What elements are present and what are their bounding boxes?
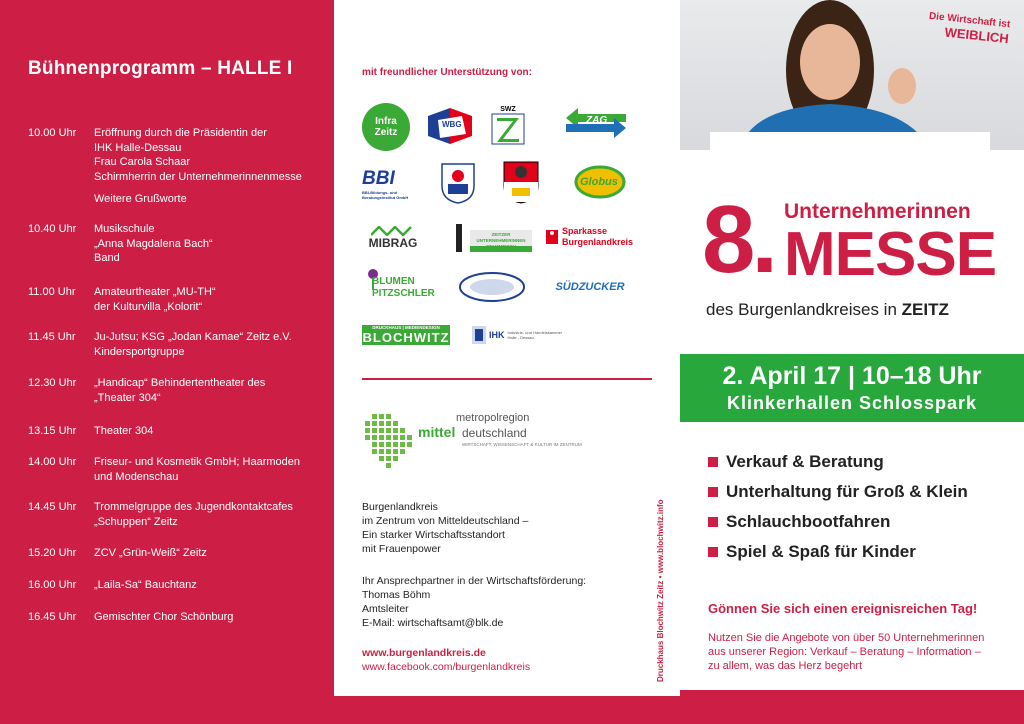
headline-messe: MESSE [784, 220, 997, 289]
program-time: 15.20 Uhr [28, 547, 77, 559]
hero-photo [680, 0, 1024, 150]
logo-swz-text: SWZ [500, 105, 516, 113]
facebook-link[interactable]: www.facebook.com/burgenlandkreis [362, 661, 531, 673]
logo-zag [564, 106, 628, 140]
about-line: Ein starker Wirtschaftsstandort [362, 529, 505, 541]
bullet-square-icon [708, 487, 718, 497]
logo-ihk [472, 324, 564, 346]
program-line: Gemischter Chor Schönburg [94, 611, 234, 623]
program-time: 16.45 Uhr [28, 611, 77, 623]
feature-item [708, 542, 916, 562]
logo-blochwitz-top: DRUCKHAUS | MEDIENDESIGN [362, 325, 450, 330]
contact-line: Thomas Böhm [362, 589, 431, 601]
program-line: Schirmherrin der Unternehmerinnenmesse [94, 170, 302, 183]
program-line: Theater 304 [94, 425, 154, 437]
section-divider [362, 378, 652, 380]
event-date: 2. April 17 | 10–18 Uhr [722, 362, 982, 390]
logo-blochwitz-text: BLOCHWITZ [362, 330, 450, 345]
program-description [94, 192, 314, 207]
program-line: Eröffnung durch die Präsidentin der [94, 127, 267, 139]
tagline-line1: Die Wirtschaft ist [928, 10, 1012, 31]
program-time: 11.00 Uhr [28, 286, 76, 298]
program-time: 11.45 Uhr [28, 331, 76, 343]
about-line: mit Frauenpower [362, 543, 441, 555]
program-row [28, 424, 314, 439]
program-line: Friseur- und Kosmetik GmbH; Haarmoden [94, 456, 301, 468]
logo-swz [488, 104, 528, 146]
logo-coat-of-arms-1 [440, 162, 476, 204]
logo-blumen-pitzschler [362, 268, 434, 304]
logo-infra-zeitz [362, 103, 410, 151]
program-row [28, 126, 314, 184]
event-place: Klinkerhallen Schlosspark [726, 393, 978, 413]
program-description [94, 455, 314, 484]
bullet-square-icon [708, 547, 718, 557]
program-line: „Theater 304“ [94, 391, 161, 404]
program-row [28, 192, 314, 207]
printer-credit: Druckhaus Blochwitz Zeitz • www.blochwitz.info [656, 499, 665, 682]
program-title: Bühnenprogramm – HALLE I [28, 58, 293, 79]
program-row [28, 285, 314, 314]
program-row [28, 222, 314, 266]
program-line: IHK Halle-Dessau [94, 141, 182, 154]
sponsor-panel [334, 0, 680, 724]
metro-top-text: metropolregion [456, 412, 530, 424]
headline-unternehmerinnen: Unternehmerinnen [784, 200, 971, 223]
logo-bbi-text: BBI [362, 168, 395, 189]
logo-ihk-subtext: Industrie- und Handelskammer Halle - Dessau [507, 330, 563, 340]
event-panel [680, 0, 1024, 724]
call-to-action: Gönnen Sie sich einen ereignisreichen Tag! [708, 601, 978, 616]
program-time: 10.40 Uhr [28, 223, 77, 235]
program-description [94, 424, 314, 439]
program-line: Weitere Grußworte [94, 193, 187, 205]
offer-line: aus unserer Region: Verkauf – Beratung – Information – [708, 646, 981, 658]
program-row [28, 500, 314, 529]
program-description [94, 578, 314, 593]
contact-text [362, 574, 586, 630]
swz-mark-icon [491, 113, 525, 145]
edition-number: 8. [702, 186, 775, 293]
program-row [28, 578, 314, 593]
headline-location [706, 300, 949, 320]
logo-zag-text: ZAG [586, 115, 608, 126]
program-time: 14.45 Uhr [28, 501, 77, 513]
logo-mibrag [362, 224, 424, 252]
logo-bbi [362, 163, 418, 205]
program-time: 13.15 Uhr [28, 425, 77, 437]
sponsor-title: mit freundlicher Unterstützung von: [362, 67, 532, 78]
date-banner [680, 354, 1024, 422]
contact-line: E-Mail: wirtschaftsamt@blk.de [362, 617, 504, 629]
bullet-square-icon [708, 517, 718, 527]
contact-line: Ihr Ansprechpartner in der Wirtschaftsförderung: [362, 575, 587, 587]
offer-text [708, 631, 1008, 673]
program-line: „Anna Magdalena Bach“ [94, 237, 213, 250]
logo-bbi-subtext: BBI-Bildungs- und Beratungsinstitut GmbH [362, 190, 409, 200]
about-text [362, 500, 528, 556]
logo-blumen-text: BLUMEN PITZSCHLER [372, 276, 435, 299]
program-time: 14.00 Uhr [28, 456, 77, 468]
program-line: Band [94, 252, 120, 264]
metro-name1-text: mittel [418, 424, 456, 440]
program-panel [0, 0, 334, 724]
logo-globus [574, 164, 626, 200]
coat-of-arms-icon [440, 162, 476, 204]
feature-label: Verkauf & Beratung [726, 452, 884, 471]
logo-sparkasse [546, 222, 640, 252]
program-description [94, 376, 314, 405]
bullet-square-icon [708, 457, 718, 467]
program-description [94, 126, 314, 184]
logo-globus-text: Globus [580, 176, 618, 188]
feature-item [708, 512, 890, 532]
logo-stammtisch-text: ZEITZER UNTERNEHMERINNEN STAMMTISCH [476, 232, 526, 249]
program-description [94, 330, 314, 359]
about-line: Burgenlandkreis [362, 501, 438, 513]
metro-sub-text: WIRTSCHAFT, WISSENSCHAFT & KULTUR IM ZENTRUM [462, 442, 582, 447]
contact-line: Amtsleiter [362, 603, 409, 615]
program-description [94, 285, 314, 314]
logo-infra-text: Infra Zeitz [374, 116, 398, 138]
logo-oval-emblem [458, 270, 526, 304]
logo-wbg [426, 106, 474, 146]
logo-coat-of-arms-2 [502, 160, 540, 204]
program-line: „Laila-Sa“ Bauchtanz [94, 579, 197, 591]
logo-suedzucker-text: SÜDZUCKER [555, 281, 625, 293]
program-time: 12.30 Uhr [28, 377, 77, 389]
mibrag-waves-icon [371, 226, 415, 236]
program-line: Musikschule [94, 223, 155, 235]
logo-mibrag-text: MIBRAG [368, 236, 418, 250]
logo-sparkasse-text: Sparkasse Burgenlandkreis [562, 226, 634, 247]
feature-label: Unterhaltung für Groß & Klein [726, 482, 968, 501]
bottom-strip [0, 690, 1024, 724]
program-time [28, 192, 94, 207]
program-row [28, 330, 314, 359]
program-row [28, 546, 314, 561]
metropolregion-map-icon [362, 410, 416, 476]
logo-ihk-text: IHK [489, 330, 505, 340]
website-link[interactable]: www.burgenlandkreis.de [362, 647, 486, 659]
program-line: „Schuppen“ Zeitz [94, 515, 178, 528]
program-row [28, 455, 314, 484]
program-description [94, 500, 314, 529]
program-line: Amateurtheater „MU-TH“ [94, 286, 216, 298]
program-row [28, 610, 314, 625]
logo-wbg-text: WBG [442, 120, 462, 129]
program-time: 10.00 Uhr [28, 127, 77, 139]
program-row [28, 376, 314, 405]
sparkasse-s-icon [546, 230, 558, 244]
program-line: Trommelgruppe des Jugendkontaktcafes [94, 501, 293, 513]
about-line: im Zentrum von Mitteldeutschland – [362, 515, 529, 527]
program-description [94, 222, 314, 266]
oval-emblem-icon [458, 270, 526, 304]
logo-blochwitz [362, 324, 450, 346]
program-line: „Handicap“ Behindertentheater des [94, 377, 266, 389]
program-description [94, 546, 314, 561]
offer-line: zu allem, was das Herz begehrt [708, 660, 863, 672]
feature-item [708, 452, 884, 472]
program-line: Ju-Jutsu; KSG „Jodan Kamae“ Zeitz e.V. [94, 331, 292, 343]
location-prefix: des Burgenlandkreises in [706, 300, 897, 319]
program-line: Kindersportgruppe [94, 345, 185, 358]
feature-item [708, 482, 968, 502]
ihk-mark-icon [472, 326, 486, 344]
location-city: ZEITZ [901, 300, 949, 319]
program-line: und Modenschau [94, 470, 179, 483]
feature-label: Spiel & Spaß für Kinder [726, 542, 916, 561]
metro-name2-text: deutschland [462, 426, 527, 440]
program-line: der Kulturvilla „Kolorit“ [94, 300, 203, 313]
program-description [94, 610, 314, 625]
feature-label: Schlauchbootfahren [726, 512, 891, 531]
program-line: Frau Carola Schaar [94, 156, 190, 168]
program-time: 16.00 Uhr [28, 579, 77, 591]
tagline-line2: WEIBLICH [944, 24, 1010, 47]
logo-stammtisch [450, 216, 534, 256]
logo-metropolregion [362, 410, 582, 480]
logo-suedzucker [552, 276, 628, 298]
bottom-strip-gap [334, 690, 680, 696]
coat-of-arms-wine-icon [502, 160, 540, 204]
program-line: ZCV „Grün-Weiß“ Zeitz [94, 547, 207, 559]
offer-line: Nutzen Sie die Angebote von über 50 Unternehmerinnen [708, 632, 985, 644]
